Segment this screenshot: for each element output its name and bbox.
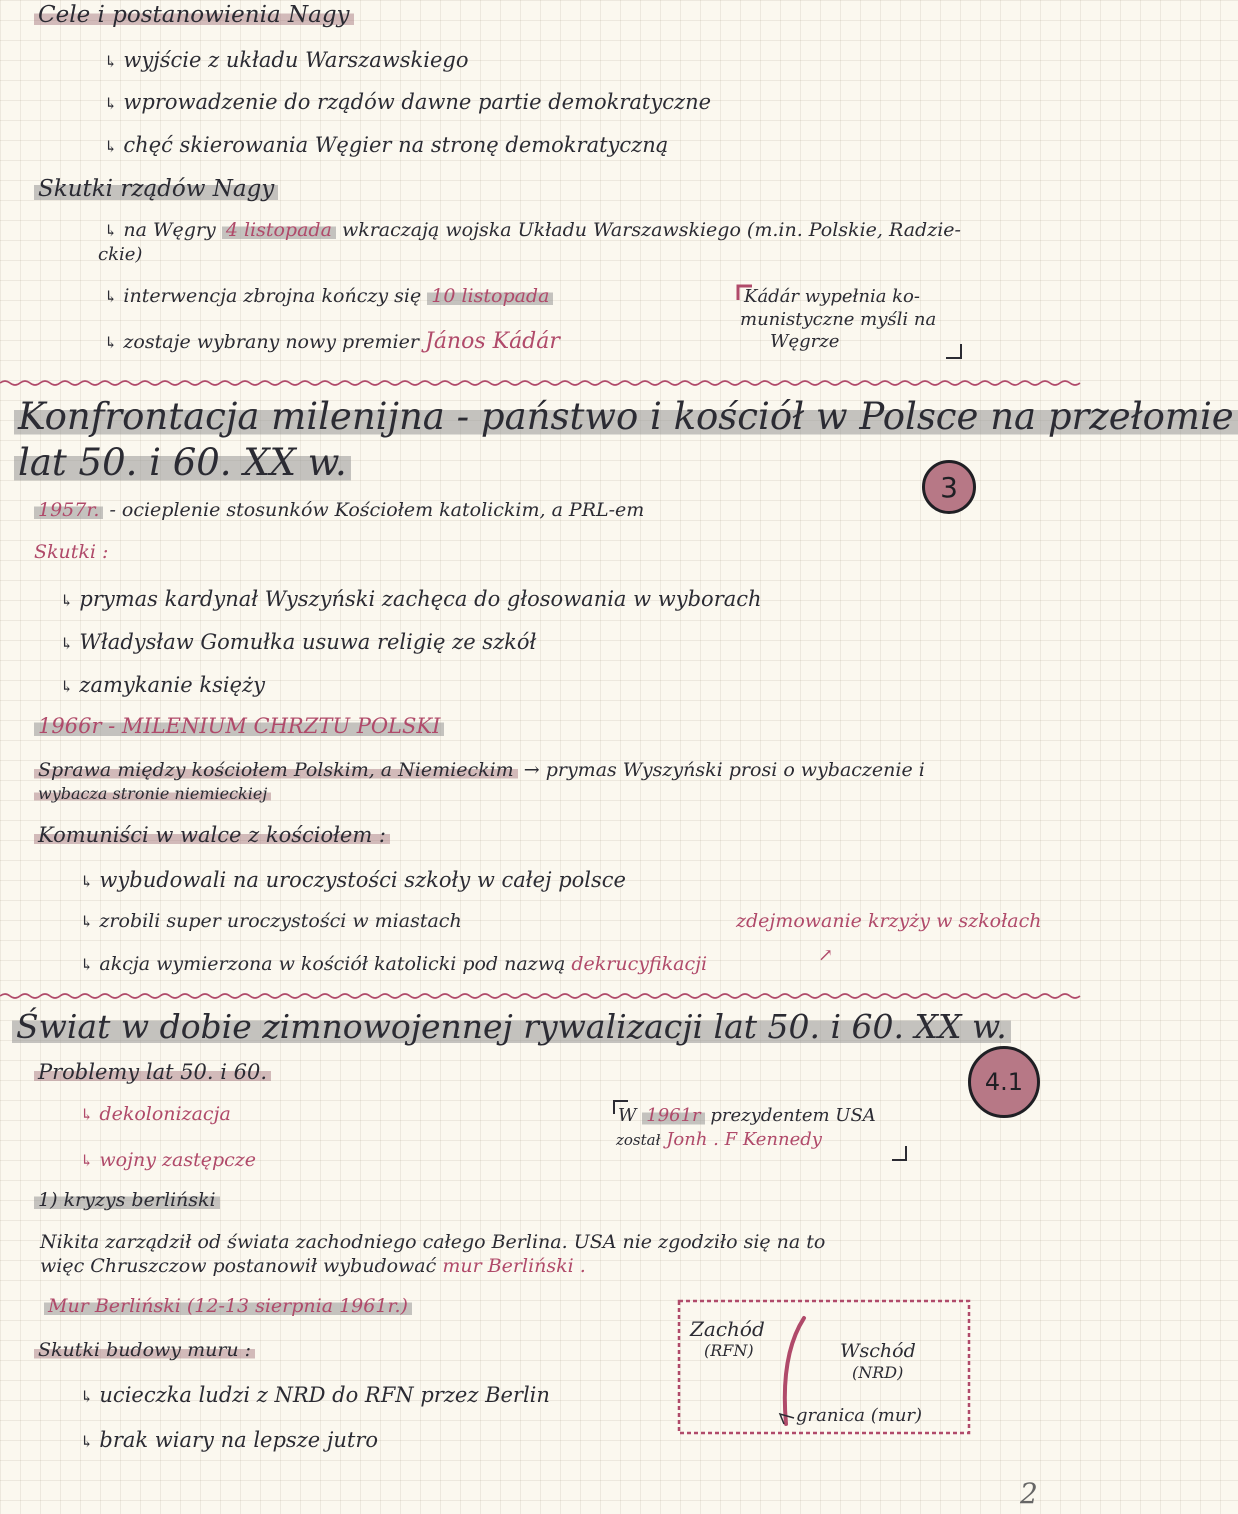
- list-item: ↳ zamykanie księży: [60, 673, 265, 697]
- list-item: ↳ brak wiary na lepsze jutro: [80, 1428, 379, 1452]
- list-item: ↳ wojny zastępcze: [80, 1149, 257, 1171]
- west-sublabel: (RFN): [704, 1341, 754, 1360]
- section-heading: lat 50. i 60. XX w.: [14, 442, 351, 485]
- arrow-icon: ↗: [818, 945, 834, 966]
- milenium-line: 1966r - MILENIUM CHRZTU POLSKI: [34, 714, 444, 738]
- border-label: granica (mur): [796, 1405, 923, 1426]
- list-item: ↳ na Węgry 4 listopada wkraczają wojska Układu Warszawskiego (m.in. Polskie, Radzie-: [104, 219, 961, 241]
- west-label: Zachód: [690, 1317, 765, 1341]
- list-item: ↳ interwencja zbrojna kończy się 10 listopada: [104, 286, 553, 308]
- list-item: ↳ zostaje wybrany nowy premier János Kádár: [104, 329, 560, 354]
- paragraph: Sprawa między kościołem Polskim, a Niemieckim → prymas Wyszyński prosi o wybaczenie i: [34, 760, 925, 782]
- subheading: 1) kryzys berliński: [34, 1190, 220, 1212]
- list-item: ↳ prymas kardynał Wyszyński zachęca do głosowania w wyborach: [60, 587, 762, 611]
- subheading: Problemy lat 50. i 60.: [34, 1060, 271, 1084]
- date-line: 1957r. - ocieplenie stosunków Kościołem katolickim, a PRL-em: [34, 500, 644, 522]
- side-note: został Jonh . F Kennedy: [616, 1129, 822, 1150]
- section-number-badge: 3: [922, 460, 976, 514]
- divider: [0, 991, 1080, 1001]
- list-item: ↳ Władysław Gomułka usuwa religię ze szkół: [60, 630, 537, 654]
- list-item-cont: ckie): [98, 244, 143, 265]
- divider: [0, 378, 1080, 388]
- subheading: Komuniści w walce z kościołem :: [34, 823, 390, 847]
- page-number: 2: [1020, 1477, 1038, 1510]
- side-note: Kádár wypełnia ko-: [744, 286, 920, 307]
- side-note: zdejmowanie krzyży w szkołach: [736, 910, 1042, 932]
- paragraph: Nikita zarządził od świata zachodniego całego Berlina. USA nie zgodziło się na to: [40, 1231, 826, 1253]
- side-note: munistyczne myśli na: [740, 309, 937, 330]
- section-number-badge: 4.1: [968, 1046, 1040, 1118]
- east-label: Wschód: [840, 1340, 916, 1362]
- subheading: Skutki :: [34, 541, 109, 563]
- paragraph-cont: więc Chruszczow postanowił wybudować mur Berliński .: [40, 1255, 586, 1277]
- east-sublabel: (NRD): [852, 1363, 904, 1382]
- section-title: Skutki rządów Nagy: [34, 176, 278, 202]
- side-note: Węgrze: [770, 331, 840, 352]
- subheading: Skutki budowy muru :: [34, 1340, 255, 1362]
- list-item: ↳ chęć skierowania Węgier na stronę demokratyczną: [104, 133, 669, 157]
- section-heading: Świat w dobie zimnowojennej rywalizacji lat 50. i 60. XX w.: [12, 1008, 1011, 1046]
- list-item: ↳ dekolonizacja: [80, 1103, 231, 1125]
- list-item: ↳ zrobili super uroczystości w miastach: [80, 910, 462, 932]
- list-item: ↳ wprowadzenie do rządów dawne partie demokratyczne: [104, 90, 712, 114]
- paragraph-cont: wybacza stronie niemieckiej: [34, 784, 271, 805]
- list-item: ↳ wybudowali na uroczystości szkoły w całej polsce: [80, 868, 626, 892]
- list-item: ↳ akcja wymierzona w kościół katolicki pod nazwą dekrucyfikacji: [80, 953, 708, 975]
- side-note: W 1961r prezydentem USA: [618, 1105, 876, 1126]
- list-item: ↳ wyjście z układu Warszawskiego: [104, 48, 469, 72]
- section-title: Cele i postanowienia Nagy: [34, 2, 354, 28]
- section-heading: Konfrontacja milenijna - państwo i kościół w Polsce na przełomie: [14, 396, 1238, 439]
- list-item: ↳ ucieczka ludzi z NRD do RFN przez Berlin: [80, 1383, 550, 1407]
- subheading: Mur Berliński (12-13 sierpnia 1961r.): [44, 1296, 412, 1318]
